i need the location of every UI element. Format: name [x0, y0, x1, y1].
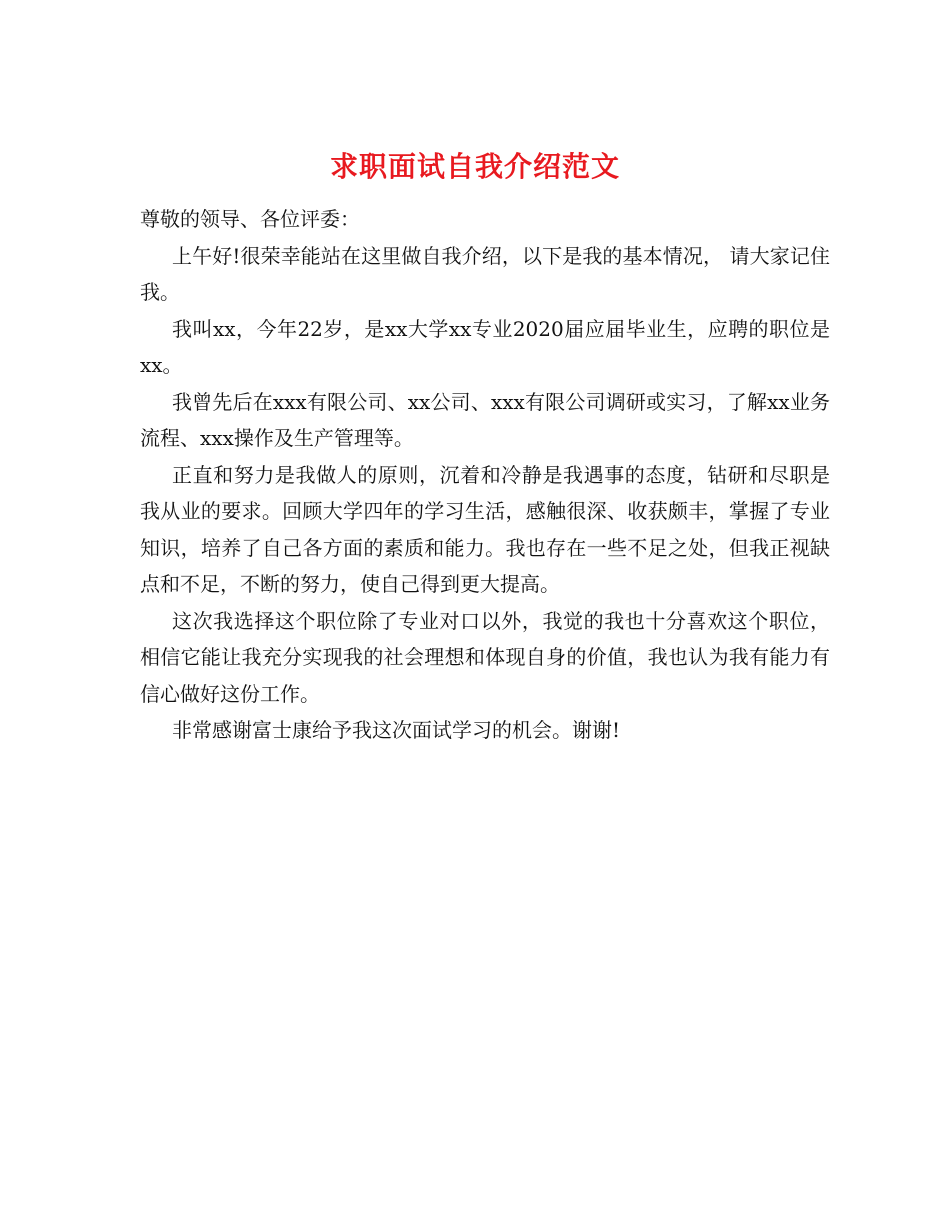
paragraph-greeting: 上午好!很荣幸能站在这里做自我介绍，以下是我的基本情况， 请大家记住我。: [140, 243, 830, 304]
document-body: [140, 201, 830, 749]
paragraph-basic-info: 我叫xx，今年22岁，是xx大学xx专业2020届应届毕业生，应聘的职位是xx。: [140, 316, 830, 377]
salutation: 尊敬的领导、各位评委：: [140, 207, 360, 231]
document-title: 求职面试自我介绍范文: [329, 149, 620, 183]
paragraph-thanks: 非常感谢富士康给予我这次面试学习的机会。谢谢!: [172, 718, 621, 742]
paragraph-motivation: 这次我选择这个职位除了专业对口以外，我觉的我也十分喜欢这个职位，相信它能让我充分实现我的社会理想和体现自身的价值，我也认为我有能力有信心做好这份工作。: [140, 608, 830, 706]
paragraph-experience: 我曾先后在xxx有限公司、xx公司、xxx有限公司调研或实习，了解xx业务流程、xxx操作及生产管理等。: [140, 389, 830, 450]
paragraph-character: 正直和努力是我做人的原则，沉着和冷静是我遇事的态度，钻研和尽职是我从业的要求。回顾大学四年的学习生活，感触很深、收获颇丰，掌握了专业知识，培养了自己各方面的素质和能力。我也存在一些不足之处，但我正视缺点和不足，不断的努力，使自己得到更大提高。: [140, 462, 830, 596]
